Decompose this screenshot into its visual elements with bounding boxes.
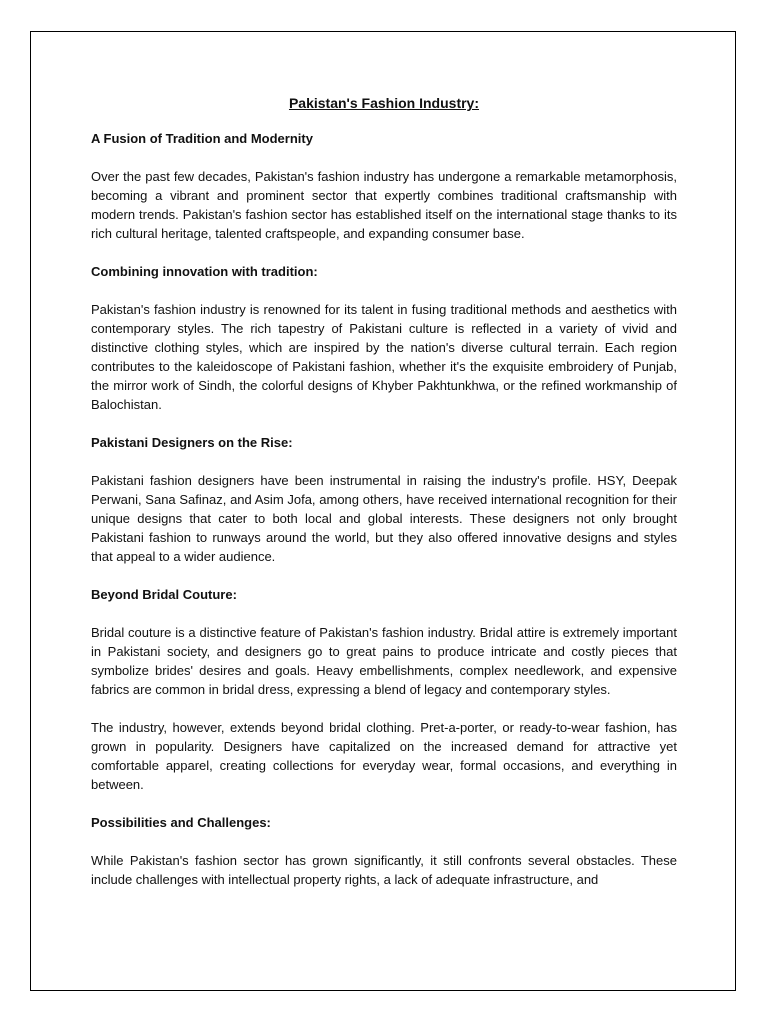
- section-heading-bridal: Beyond Bridal Couture:: [91, 587, 237, 602]
- section-paragraph-bridal-1: Bridal couture is a distinctive feature of Pakistan's fashion industry. Bridal attire is extremely important in Pakistani society, and designers go to great pains to produce intricate and costly pieces that symbolize brides' desires and goals. Heavy embellishments, complex needlework, and expensive fabrics are common in bridal dress, expressing a blend of legacy and contemporary styles.: [91, 625, 677, 697]
- section-heading-designers: Pakistani Designers on the Rise:: [91, 435, 293, 450]
- section-paragraph-bridal-2: The industry, however, extends beyond bridal clothing. Pret-a-porter, or ready-to-wear fashion, has grown in popularity. Designers have capitalized on the increased demand for attractive yet comfortable apparel, creating collections for everyday wear, formal occasions, and everything in between.: [91, 720, 677, 792]
- section-paragraph-challenges: While Pakistan's fashion sector has grown significantly, it still confronts several obstacles. These include challenges with intellectual property rights, a lack of adequate infrastructure, and: [91, 853, 677, 887]
- section-heading-challenges: Possibilities and Challenges:: [91, 815, 271, 830]
- intro-paragraph: Over the past few decades, Pakistan's fashion industry has undergone a remarkable metamorphosis, becoming a vibrant and prominent sector that expertly combines traditional craftsmanship with modern trends. Pakistan's fashion sector has established itself on the international stage thanks to its rich cultural heritage, talented craftspeople, and expanding consumer base.: [91, 169, 677, 241]
- section-heading-innovation: Combining innovation with tradition:: [91, 264, 318, 279]
- document-subtitle: A Fusion of Tradition and Modernity: [91, 131, 313, 146]
- document-page: [30, 31, 736, 991]
- section-paragraph-designers: Pakistani fashion designers have been instrumental in raising the industry's profile. HSY, Deepak Perwani, Sana Safinaz, and Asim Jofa, among others, have received international recognition for their unique designs that cater to both local and global interests. These designers not only brought Pakistani fashion to runways around the world, but they also offered innovative designs and styles that appeal to a wider audience.: [91, 473, 677, 564]
- document-content: [91, 94, 677, 908]
- document-title: Pakistan's Fashion Industry:: [288, 95, 480, 111]
- section-paragraph-innovation: Pakistan's fashion industry is renowned for its talent in fusing traditional methods and aesthetics with contemporary styles. The rich tapestry of Pakistani culture is reflected in a variety of vivid and distinctive clothing styles, which are inspired by the nation's diverse cultural terrain. Each region contributes to the kaleidoscope of Pakistani fashion, whether it's the exquisite embroidery of Punjab, the mirror work of Sindh, the colorful designs of Khyber Pakhtunkhwa, or the refined workmanship of Balochistan.: [91, 302, 677, 412]
